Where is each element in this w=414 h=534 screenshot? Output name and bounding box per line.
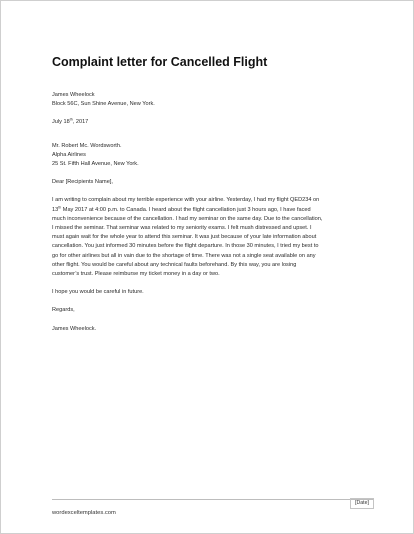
sender-block	[52, 91, 374, 109]
body-line	[52, 206, 374, 215]
letter-date	[52, 118, 374, 127]
body-paragraph-1	[52, 196, 374, 279]
body-date-suffix: th	[58, 205, 62, 210]
recipient-name: Mr. Robert Mc. Wordsworth.	[52, 142, 122, 149]
recipient-company: Alpha Airlines	[52, 151, 86, 158]
body-line: much inconvenience because of the cancellation. I had my seminar on the same day. Due to the cancellation,	[52, 215, 323, 222]
sender-address: Block 56C, Sun Shine Avenue, New York.	[52, 101, 155, 108]
body-line: I missed the seminar. That seminar was related to my seniority exams. I felt mush distressed and upset. I	[52, 225, 312, 232]
body-date-rest: May 2017 at 4:00 p.m. to Canada. I heard about the flight cancellation just 3 hours ago, I have faced	[61, 206, 311, 213]
salutation: Dear [Recipients Name],	[52, 179, 113, 186]
body-line: cancellation. You just informed 30 minutes before the flight departure. In those 30 minutes, I tried my best to	[52, 243, 319, 250]
signature: James Wheelock.	[52, 325, 97, 332]
letter-content	[52, 55, 374, 343]
sender-name: James Wheelock	[52, 92, 95, 98]
body-line: I am writing to complain about my terrible experience with your airline. Yesterday, I had my flight QED234 on	[52, 197, 320, 204]
body-paragraph-2: I hope you would be careful in future.	[52, 289, 144, 296]
letter-date-prefix: July 18	[52, 119, 70, 126]
letter-date-year: , 2017	[72, 119, 89, 126]
body-line: other flight. You would be careful about any technical faults beforehand. By this way, you are losing	[52, 261, 297, 268]
closing: Regards,	[52, 307, 75, 314]
recipient-block	[52, 142, 374, 170]
body-line: must again wait for the whole year to attend this seminar. It was just because of your late information about	[52, 234, 317, 241]
footer-divider	[52, 499, 374, 500]
page-title: Complaint letter for Cancelled Flight	[52, 55, 268, 69]
date-field[interactable]: [Date]	[350, 498, 374, 509]
letter-date-line	[52, 118, 374, 127]
recipient-address: 25 St. Fifth Hall Avenue, New York.	[52, 161, 139, 168]
footer-brand: wordexceltemplates.com	[52, 510, 116, 516]
body-date-day: 13	[52, 206, 59, 213]
body-line: go for other airlines but all in vain due to the shortage of time. There was not a single seat available on any	[52, 252, 316, 259]
letter-date-suffix: th	[69, 117, 73, 122]
body-line: customer’s trust. Please reimburse my ticket money in a day or two.	[52, 271, 220, 278]
